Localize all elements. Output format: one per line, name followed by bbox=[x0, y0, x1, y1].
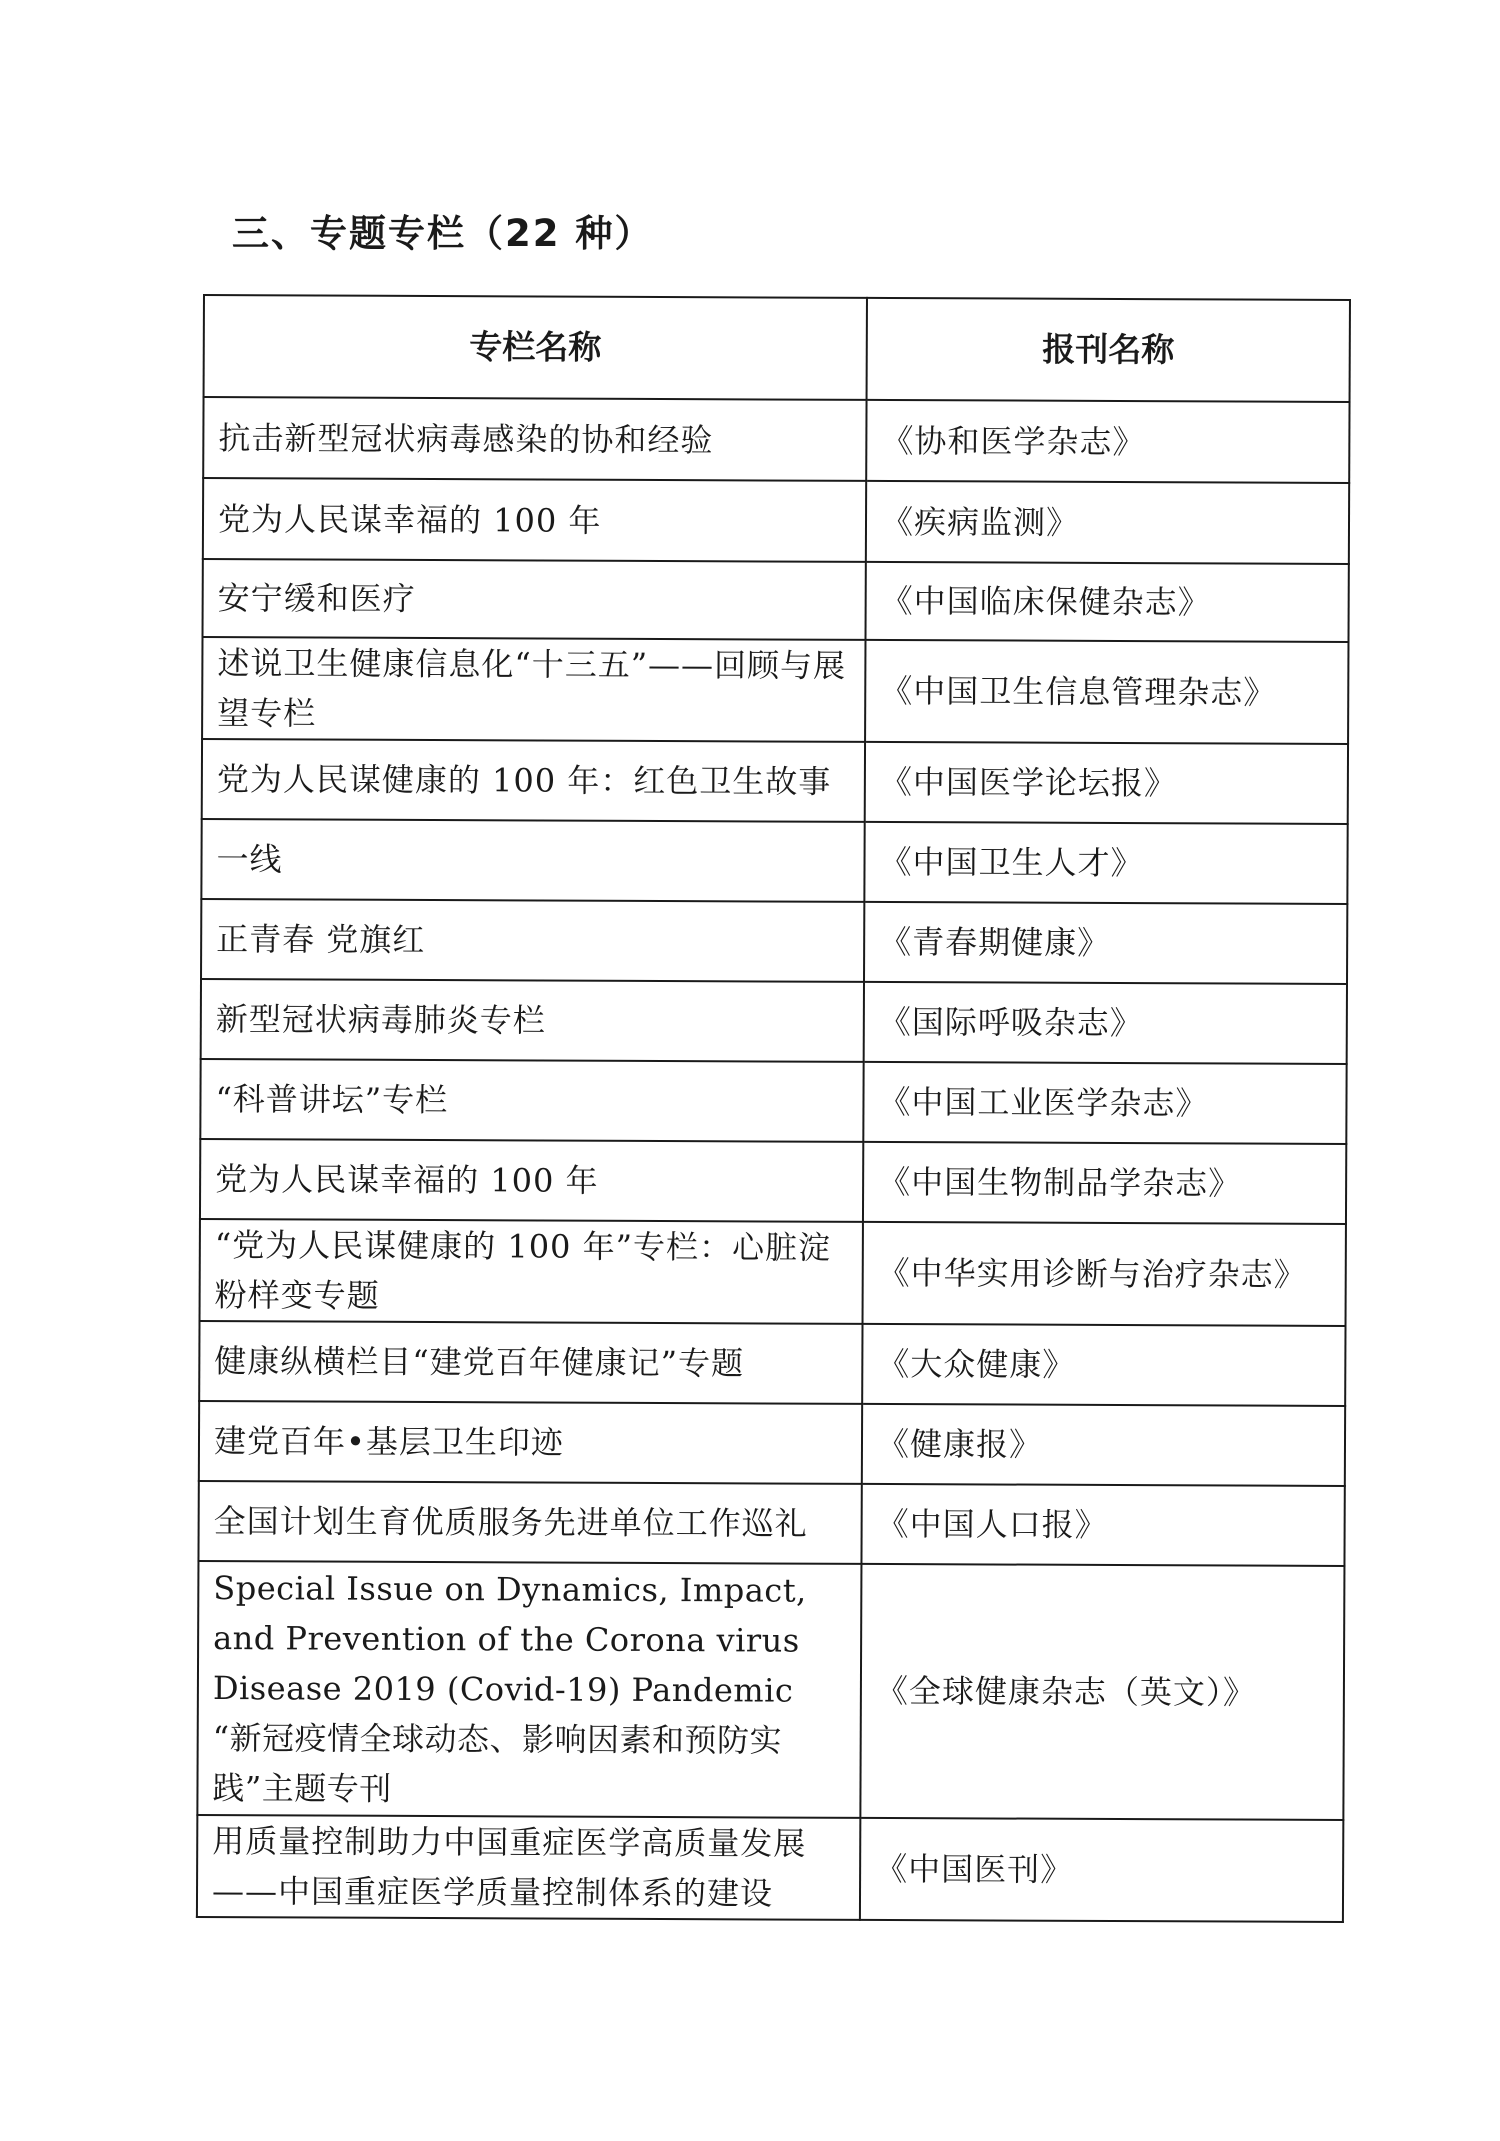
table-header-row bbox=[204, 295, 1350, 402]
column-name-cell: “党为人民谋健康的 100 年”专栏：心脏淀粉样变专题 bbox=[200, 1219, 863, 1324]
columns-table bbox=[196, 294, 1351, 1923]
column-name-cell: 抗击新型冠状病毒感染的协和经验 bbox=[203, 397, 866, 481]
publication-cell: 《中国生物制品学杂志》 bbox=[863, 1142, 1346, 1224]
table-row bbox=[199, 1401, 1345, 1486]
table-row bbox=[201, 899, 1347, 984]
publication-cell: 《大众健康》 bbox=[862, 1324, 1345, 1406]
publication-cell: 《国际呼吸杂志》 bbox=[864, 982, 1347, 1064]
publication-cell: 《中国临床保健杂志》 bbox=[865, 562, 1348, 642]
column-name-cell: 正青春 党旗红 bbox=[201, 899, 864, 982]
publication-cell: 《中国医刊》 bbox=[860, 1818, 1343, 1922]
table-row bbox=[200, 1059, 1346, 1144]
column-name-cell: 健康纵横栏目“建党百年健康记”专题 bbox=[199, 1321, 862, 1404]
column-name-cell: 党为人民谋幸福的 100 年 bbox=[200, 1139, 863, 1222]
publication-cell: 《中国工业医学杂志》 bbox=[863, 1062, 1346, 1144]
table-row bbox=[202, 637, 1348, 744]
header-column-name: 专栏名称 bbox=[204, 295, 867, 400]
publication-cell: 《中国卫生人才》 bbox=[864, 822, 1347, 904]
column-name-cell: 新型冠状病毒肺炎专栏 bbox=[201, 979, 864, 1062]
column-name-cell: 建党百年•基层卫生印迹 bbox=[199, 1401, 862, 1484]
table-row bbox=[200, 1139, 1346, 1224]
publication-cell: 《疾病监测》 bbox=[866, 481, 1349, 564]
publication-cell: 《中华实用诊断与治疗杂志》 bbox=[863, 1222, 1346, 1326]
publication-cell: 《中国医学论坛报》 bbox=[865, 742, 1348, 824]
table-row bbox=[203, 478, 1349, 564]
table-row bbox=[201, 819, 1347, 904]
section-title: 三、专题专栏（22 种） bbox=[232, 212, 654, 255]
column-name-cell: Special Issue on Dynamics, Impact, and Prevention of the Corona virus Disease 2019 (Covid-19) Pandemic “新冠疫情全球动态、影响因素和预防实践”主题专刊 bbox=[197, 1561, 861, 1818]
table-row bbox=[203, 397, 1349, 483]
column-name-cell: 用质量控制助力中国重症医学高质量发展——中国重症医学质量控制体系的建设 bbox=[197, 1815, 860, 1920]
publication-cell: 《全球健康杂志（英文）》 bbox=[860, 1564, 1344, 1820]
table-row bbox=[197, 1561, 1344, 1820]
table-row bbox=[203, 559, 1349, 642]
table-row bbox=[198, 1481, 1344, 1566]
column-name-cell: 述说卫生健康信息化“十三五”——回顾与展望专栏 bbox=[202, 637, 865, 742]
publication-cell: 《中国人口报》 bbox=[861, 1484, 1344, 1566]
table-row bbox=[197, 1815, 1343, 1922]
table-row bbox=[201, 979, 1347, 1064]
header-publication-name: 报刊名称 bbox=[867, 298, 1350, 402]
column-name-cell: 安宁缓和医疗 bbox=[203, 559, 866, 640]
column-name-cell: 一线 bbox=[201, 819, 864, 902]
table-row bbox=[200, 1219, 1346, 1326]
column-name-cell: “科普讲坛”专栏 bbox=[200, 1059, 863, 1142]
publication-cell: 《协和医学杂志》 bbox=[866, 400, 1349, 483]
table-row bbox=[202, 739, 1348, 824]
column-name-cell: 党为人民谋幸福的 100 年 bbox=[203, 478, 866, 562]
publication-cell: 《青春期健康》 bbox=[864, 902, 1347, 984]
column-name-cell: 全国计划生育优质服务先进单位工作巡礼 bbox=[198, 1481, 861, 1564]
table-row bbox=[199, 1321, 1345, 1406]
column-name-cell: 党为人民谋健康的 100 年：红色卫生故事 bbox=[202, 739, 865, 822]
publication-cell: 《健康报》 bbox=[862, 1404, 1345, 1486]
publication-cell: 《中国卫生信息管理杂志》 bbox=[865, 640, 1348, 744]
